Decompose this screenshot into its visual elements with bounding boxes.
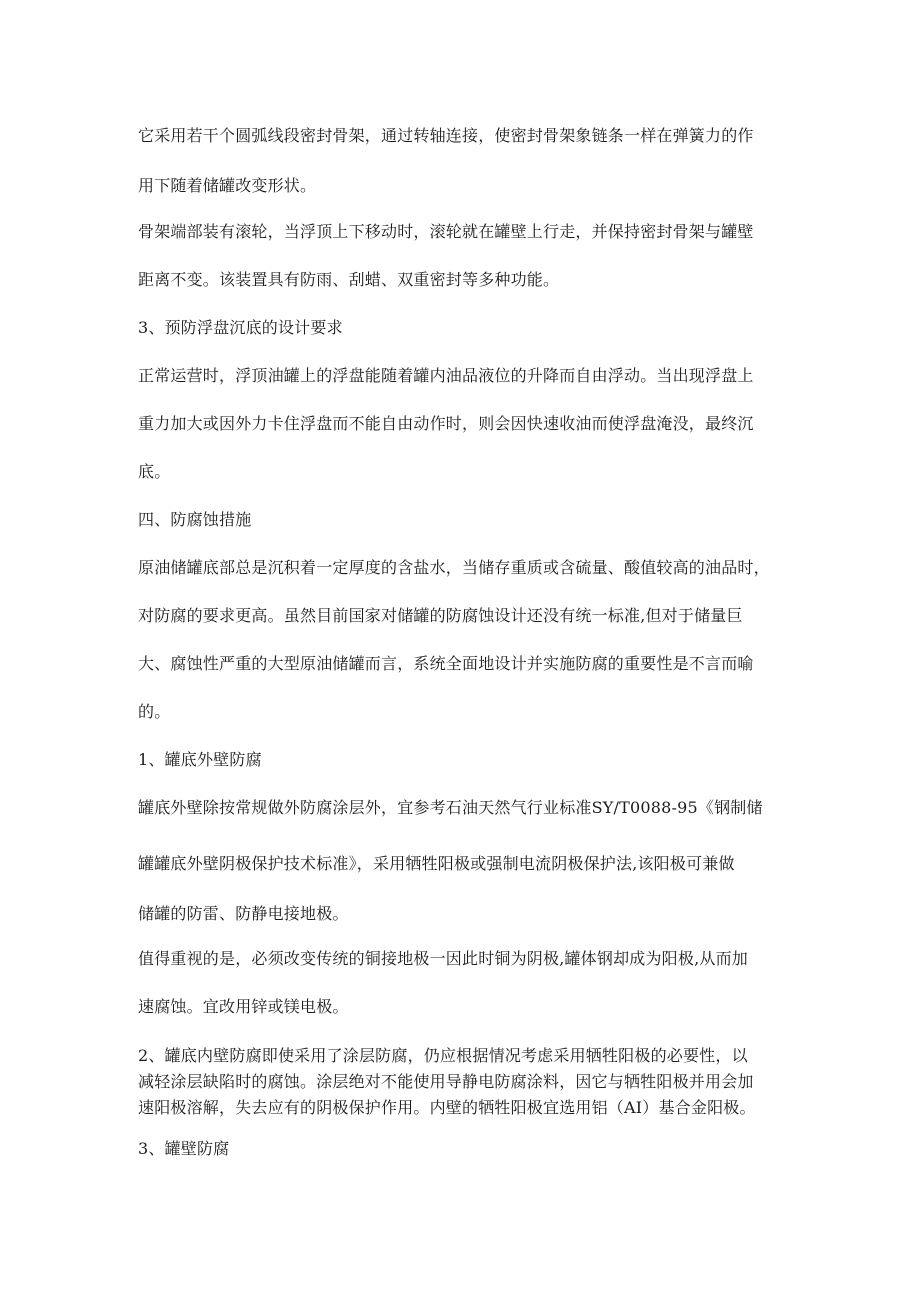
paragraph-2-line-1: 骨架端部装有滚轮，当浮顶上下移动时，滚轮就在罐壁上行走，并保持密封骨架与罐壁 <box>138 222 754 241</box>
paragraph-4-line-1: 原油储罐底部总是沉积着一定厚度的含盐水，当储存重质或含硫量、酸值较高的油品时， <box>138 558 770 577</box>
paragraph-2-line-2: 距离不变。该装置具有防雨、刮蜡、双重密封等多种功能。 <box>138 270 560 289</box>
paragraph-4-line-3: 大、腐蚀性严重的大型原油储罐而言，系统全面地设计并实施防腐的重要性是不言而喻 <box>138 654 754 673</box>
paragraph-3-line-2: 重力加大或因外力卡住浮盘而不能自由动作时，则会因快速收油而使浮盘淹没，最终沉 <box>138 414 754 433</box>
paragraph-3-line-3: 底。 <box>138 462 171 481</box>
paragraph-7-line-1: 2、罐底内壁防腐即使采用了涂层防腐，仍应根据情况考虑采用牺牲阳极的必要性，以 <box>138 1046 748 1065</box>
section-heading-bottom-outer-wall: 1、罐底外壁防腐 <box>138 750 262 769</box>
section-heading-anticorrosion: 四、防腐蚀措施 <box>138 510 252 529</box>
section-heading-tank-wall: 3、罐壁防腐 <box>138 1139 230 1158</box>
paragraph-6-line-2: 速腐蚀。宜改用锌或镁电极。 <box>138 997 349 1016</box>
paragraph-5-line-3: 储罐的防雷、防静电接地极。 <box>138 904 349 923</box>
paragraph-6-line-1: 值得重视的是，必须改变传统的铜接地极一因此时铜为阴极,罐体钢却成为阳极,从而加 <box>138 949 748 968</box>
paragraph-4-line-4: 的。 <box>138 702 171 721</box>
paragraph-5-line-2: 罐罐底外壁阴极保护技术标准》，采用牺牲阳极或强制电流阴极保护法,该阳极可兼做 <box>138 854 735 873</box>
paragraph-5-line-1: 罐底外壁除按常规做外防腐涂层外，宜参考石油天然气行业标准SY/T0088-95《钢制储 <box>138 798 763 817</box>
paragraph-1-line-2: 用下随着储罐改变形状。 <box>138 176 317 195</box>
paragraph-1-line-1: 它采用若干个圆弧线段密封骨架，通过转轴连接，使密封骨架象链条一样在弹簧力的作 <box>138 126 754 145</box>
section-heading-prevent-sinking: 3、预防浮盘沉底的设计要求 <box>138 318 343 337</box>
paragraph-3-line-1: 正常运营时，浮顶油罐上的浮盘能随着罐内油品液位的升降而自由浮动。当出现浮盘上 <box>138 366 754 385</box>
paragraph-4-line-2: 对防腐的要求更高。虽然目前国家对储罐的防腐蚀设计还没有统一标准,但对于储量巨 <box>138 606 743 625</box>
paragraph-7-line-2: 减轻涂层缺陷时的腐蚀。涂层绝对不能使用导静电防腐涂料，因它与牺牲阳极并用会加 <box>138 1072 754 1091</box>
paragraph-7-line-3: 速阳极溶解，失去应有的阴极保护作用。内壁的牺牲阳极宜选用铝（AI）基合金阳极。 <box>138 1098 756 1117</box>
